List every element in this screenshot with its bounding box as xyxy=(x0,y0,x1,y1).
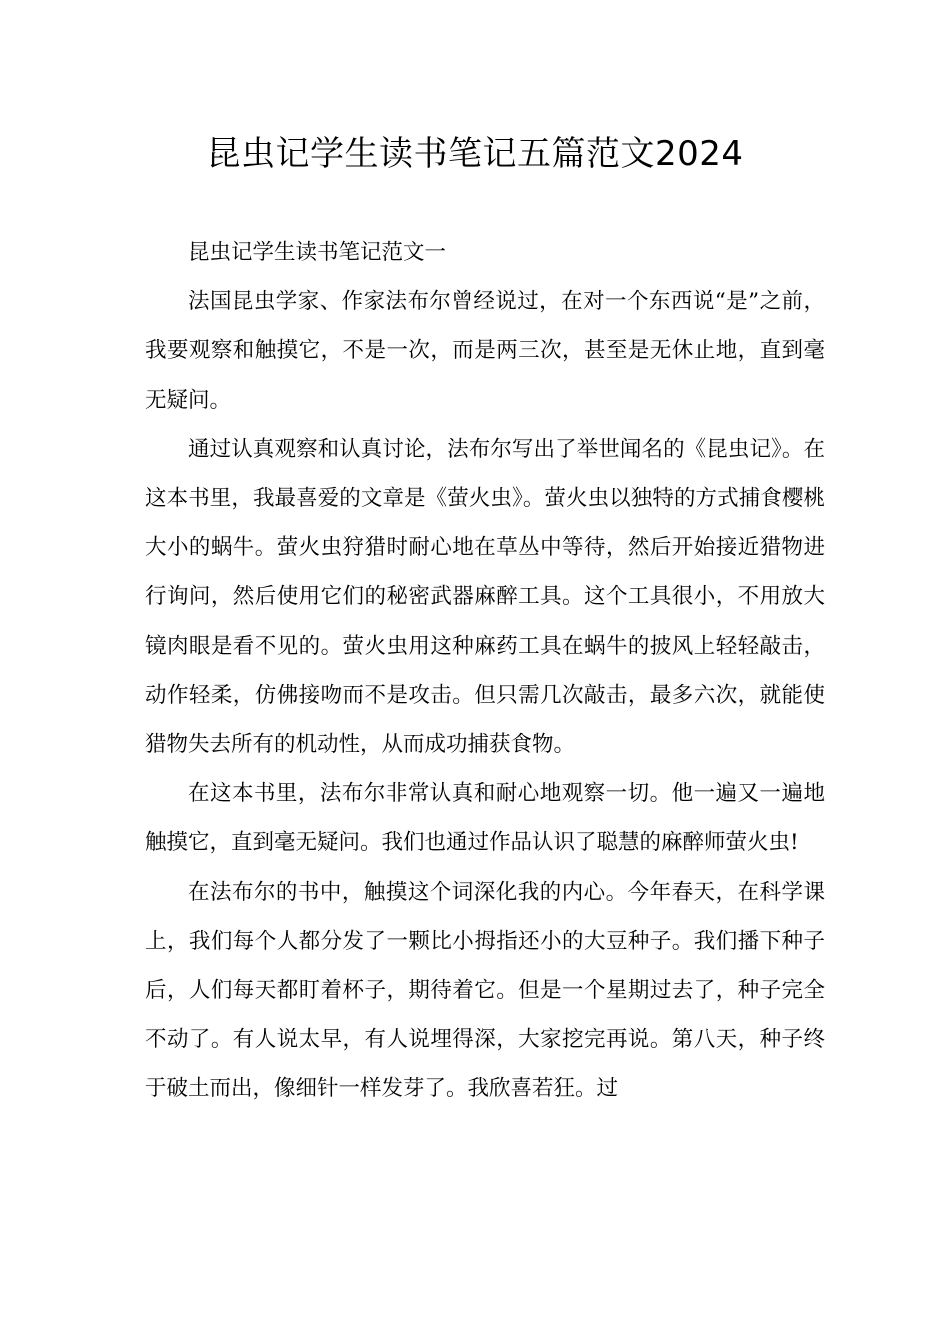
paragraph: 在这本书里，法布尔非常认真和耐心地观察一切。他一遍又一遍地触摸它，直到毫无疑问。我们也通过作品认识了聪慧的麻醉师萤火虫! xyxy=(145,781,825,856)
paragraph: 通过认真观察和认真讨论，法布尔写出了举世闻名的《昆虫记》。在这本书里，我最喜爱的文章是《萤火虫》。萤火虫以独特的方式捕食樱桃大小的蜗牛。萤火虫狩猎时耐心地在草丛中等待，然后开始接近猎物进行询问，然后使用它们的秘密武器麻醉工具。这个工具很小，不用放大镜肉眼是看不见的。萤火虫用这种麻药工具在蜗牛的披风上轻轻敲击，动作轻柔，仿佛接吻而不是攻击。但只需几次敲击，最多六次，就能使猎物失去所有的机动性，从而成功捕获食物。 xyxy=(145,436,825,758)
document-title: 昆虫记学生读书笔记五篇范文2024 xyxy=(206,134,744,174)
document-body xyxy=(145,228,825,1114)
paragraph: 法国昆虫学家、作家法布尔曾经说过，在对一个东西说“是”之前，我要观察和触摸它，不是一次，而是两三次，甚至是无休止地，直到毫无疑问。 xyxy=(145,289,825,413)
paragraph: 在法布尔的书中，触摸这个词深化我的内心。今年春天，在科学课上，我们每个人都分发了一颗比小拇指还小的大豆种子。我们播下种子后，人们每天都盯着杯子，期待着它。但是一个星期过去了，种子完全不动了。有人说太早，有人说埋得深，大家挖完再说。第八天，种子终于破土而出，像细针一样发芽了。我欣喜若狂。过 xyxy=(145,879,825,1102)
section-heading: 昆虫记学生读书笔记范文一 xyxy=(188,240,447,265)
